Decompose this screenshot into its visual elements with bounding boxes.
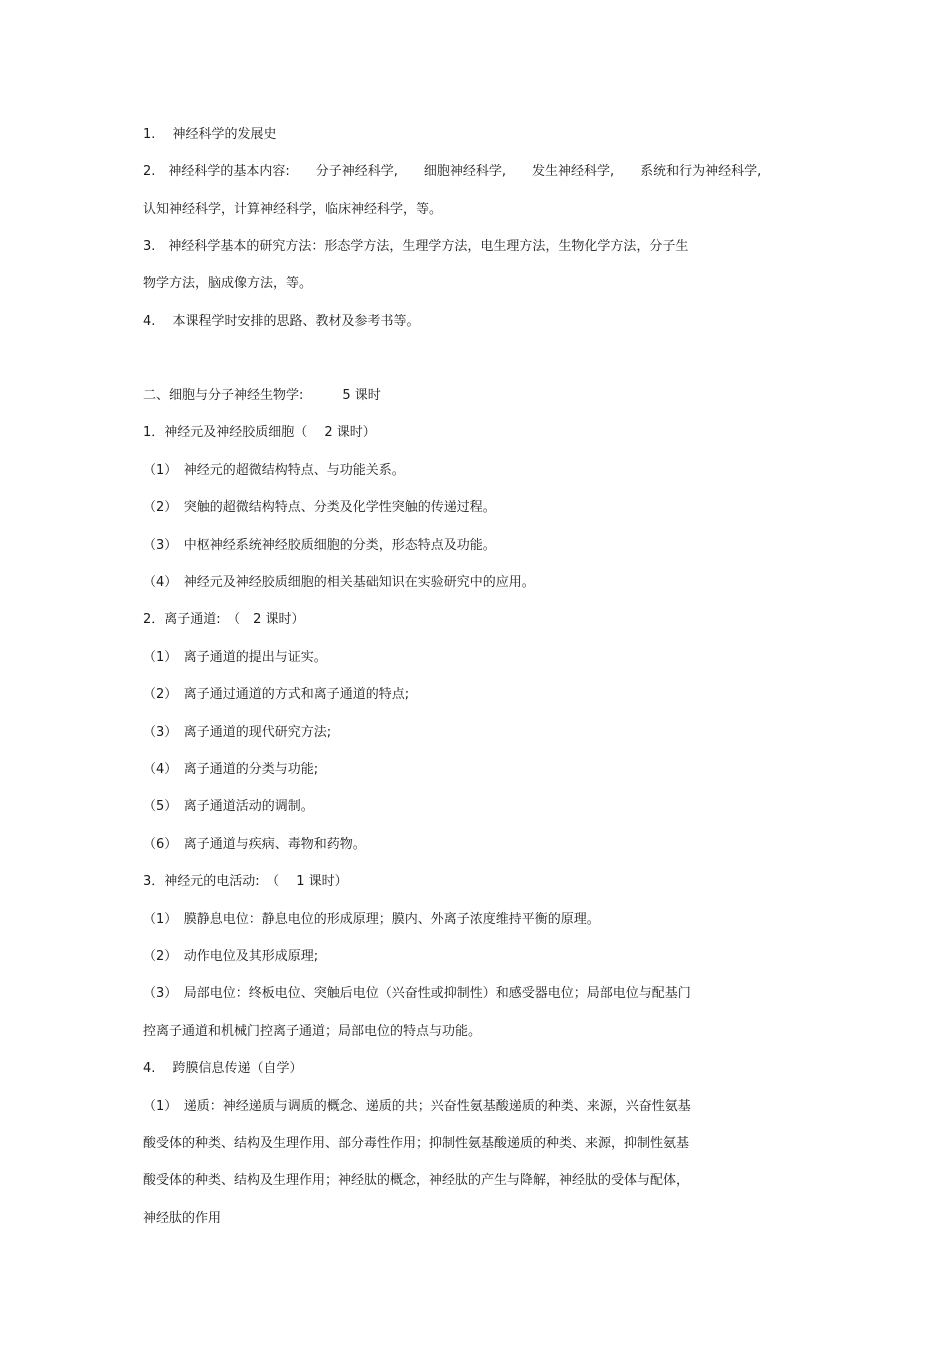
list-item: （1） 递质：神经递质与调质的概念、递质的共；兴奋性氨基酸递质的种类、来源，兴奋性氨基 <box>143 1099 691 1114</box>
list-item: （4） 离子通道的分类与功能; <box>143 762 319 777</box>
list-item: （3） 中枢神经系统神经胶质细胞的分类，形态特点及功能。 <box>143 538 496 553</box>
text-line-6: 4. 本课程学时安排的思路、教材及参考书等。 <box>143 314 420 329</box>
list-item: （2） 动作电位及其形成原理; <box>143 949 319 964</box>
list-item-continuation: 控离子通道和机械门控离子通道；局部电位的特点与功能。 <box>143 1024 482 1039</box>
list-item: （6） 离子通道与疾病、毒物和药物。 <box>143 837 366 852</box>
list-item: （5） 离子通道活动的调制。 <box>143 799 314 814</box>
list-item: （2） 突触的超微结构特点、分类及化学性突触的传递过程。 <box>143 500 496 515</box>
list-item: （4） 神经元及神经胶质细胞的相关基础知识在实验研究中的应用。 <box>143 575 535 590</box>
subsection-heading-1: 1．神经元及神经胶质细胞（ 2 课时） <box>143 425 376 440</box>
section-heading: 二、细胞与分子神经生物学: 5 课时 <box>143 388 381 403</box>
text-line-2: 2. 神经科学的基本内容: 分子神经科学, 细胞神经科学, 发生神经科学, 系统和行为神经科学, <box>143 164 762 179</box>
subsection-heading-4: 4. 跨膜信息传递（自学） <box>143 1061 303 1076</box>
list-item: （3） 局部电位：终板电位、突触后电位（兴奋性或抑制性）和感受器电位；局部电位与配基门 <box>143 986 691 1001</box>
subsection-heading-2: 2．离子通道: （ 2 课时） <box>143 612 305 627</box>
list-item: （1） 膜静息电位：静息电位的形成原理；膜内、外离子浓度维持平衡的原理。 <box>143 912 600 927</box>
subsection-heading-3: 3．神经元的电活动: （ 1 课时） <box>143 874 348 889</box>
list-item: （1） 离子通道的提出与证实。 <box>143 650 327 665</box>
list-item: （1） 神经元的超微结构特点、与功能关系。 <box>143 463 405 478</box>
list-item: （2） 离子通过通道的方式和离子通道的特点; <box>143 687 410 702</box>
list-item-continuation: 酸受体的种类、结构及生理作用、部分毒性作用；抑制性氨基酸递质的种类、来源，抑制性氨基 <box>143 1136 690 1151</box>
list-item: （3） 离子通道的现代研究方法; <box>143 725 332 740</box>
text-line-1: 1. 神经科学的发展史 <box>143 127 277 142</box>
list-item-continuation: 神经肽的作用 <box>143 1211 222 1226</box>
text-line-5: 物学方法，脑成像方法，等。 <box>143 276 313 291</box>
text-line-4: 3. 神经科学基本的研究方法：形态学方法，生理学方法，电生理方法，生物化学方法，分子生 <box>143 239 689 254</box>
text-line-3: 认知神经科学，计算神经科学，临床神经科学，等。 <box>143 202 443 217</box>
list-item-continuation: 酸受体的种类、结构及生理作用；神经肽的概念，神经肽的产生与降解，神经肽的受体与配体， <box>143 1173 690 1188</box>
